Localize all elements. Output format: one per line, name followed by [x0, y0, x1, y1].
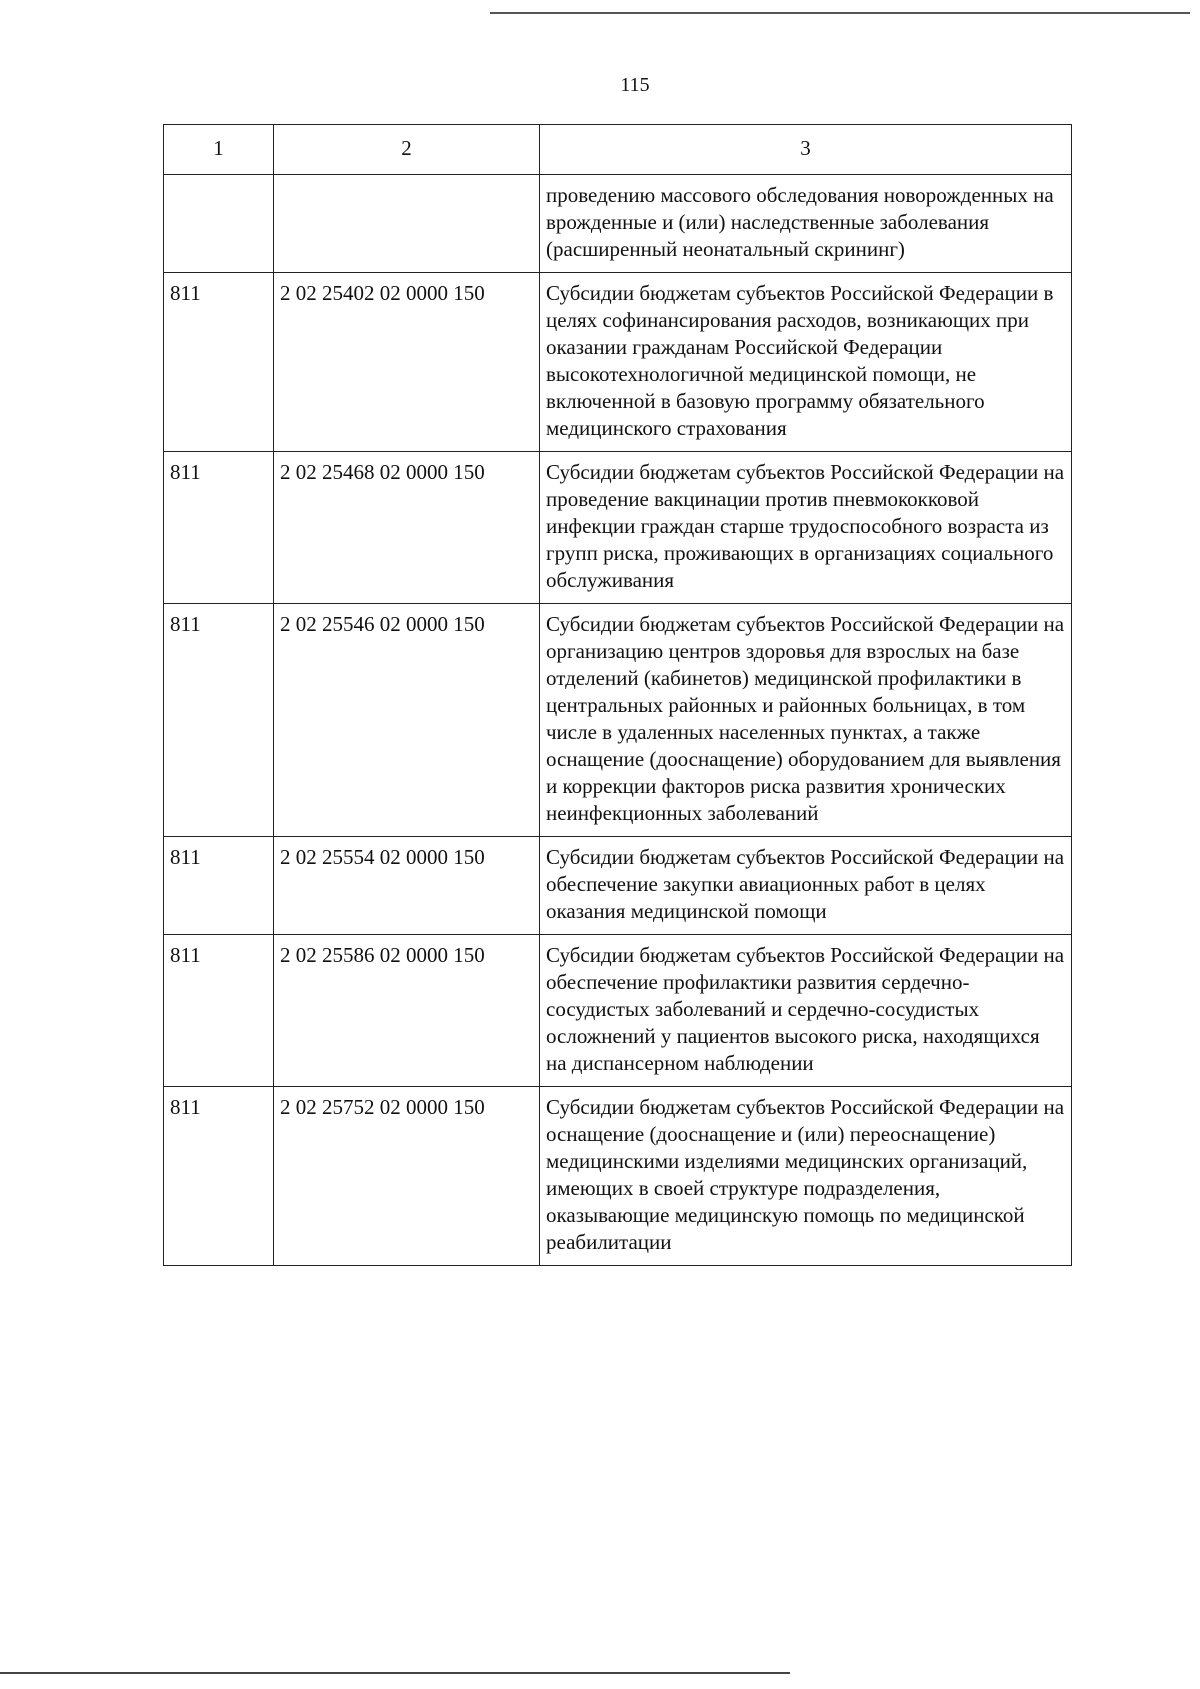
admin-code-cell: 811 — [164, 604, 274, 837]
admin-code-cell — [164, 175, 274, 273]
kbk-code-cell: 2 02 25468 02 0000 150 — [274, 452, 540, 604]
description-cell: Субсидии бюджетам субъектов Российской Федерации на организацию центров здоровья для взрослых на базе отделений (кабинетов) медицинской профилактики в центральных районных и районных больницах, в том числе в удаленных населенных пунктах, а также оснащение (дооснащение) оборудованием для выявления и коррекции факторов риска развития хронических неинфекционных заболеваний — [540, 604, 1072, 837]
column-header-2: 2 — [274, 125, 540, 175]
page-number: 115 — [620, 74, 650, 96]
description-cell: Субсидии бюджетам субъектов Российской Федерации на оснащение (дооснащение и (или) переоснащение) медицинскими изделиями медицинских организаций, имеющих в своей структуре подразделения, оказывающие медицинскую помощь по медицинской реабилитации — [540, 1087, 1072, 1266]
admin-code-cell: 811 — [164, 935, 274, 1087]
scan-edge-line-bottom — [0, 1672, 790, 1674]
admin-code-cell: 811 — [164, 273, 274, 452]
table-row — [164, 175, 1072, 273]
kbk-code-cell: 2 02 25546 02 0000 150 — [274, 604, 540, 837]
table-row — [164, 604, 1072, 837]
description-cell: Субсидии бюджетам субъектов Российской Федерации на обеспечение профилактики развития сердечно-сосудистых заболеваний и сердечно-сосудистых осложнений у пациентов высокого риска, находящихся на диспансерном наблюдении — [540, 935, 1072, 1087]
kbk-code-cell: 2 02 25402 02 0000 150 — [274, 273, 540, 452]
kbk-code-cell: 2 02 25752 02 0000 150 — [274, 1087, 540, 1266]
table-row — [164, 452, 1072, 604]
column-header-1: 1 — [164, 125, 274, 175]
table-row — [164, 273, 1072, 452]
admin-code-cell: 811 — [164, 452, 274, 604]
table-row — [164, 1087, 1072, 1266]
description-cell: проведению массового обследования новорожденных на врожденные и (или) наследственные заболевания (расширенный неонатальный скрининг) — [540, 175, 1072, 273]
column-header-3: 3 — [540, 125, 1072, 175]
kbk-code-cell — [274, 175, 540, 273]
scan-edge-line-top — [490, 12, 1190, 14]
description-cell: Субсидии бюджетам субъектов Российской Федерации в целях софинансирования расходов, возникающих при оказании гражданам Российской Федерации высокотехнологичной медицинской помощи, не включенной в базовую программу обязательного медицинского страхования — [540, 273, 1072, 452]
table-header-row — [164, 125, 1072, 175]
admin-code-cell: 811 — [164, 1087, 274, 1266]
table-row — [164, 935, 1072, 1087]
description-cell: Субсидии бюджетам субъектов Российской Федерации на обеспечение закупки авиационных работ в целях оказания медицинской помощи — [540, 837, 1072, 935]
admin-code-cell: 811 — [164, 837, 274, 935]
kbk-code-cell: 2 02 25554 02 0000 150 — [274, 837, 540, 935]
budget-codes-table — [163, 124, 1072, 1266]
description-cell: Субсидии бюджетам субъектов Российской Федерации на проведение вакцинации против пневмококковой инфекции граждан старше трудоспособного возраста из групп риска, проживающих в организациях социального обслуживания — [540, 452, 1072, 604]
kbk-code-cell: 2 02 25586 02 0000 150 — [274, 935, 540, 1087]
table-row — [164, 837, 1072, 935]
